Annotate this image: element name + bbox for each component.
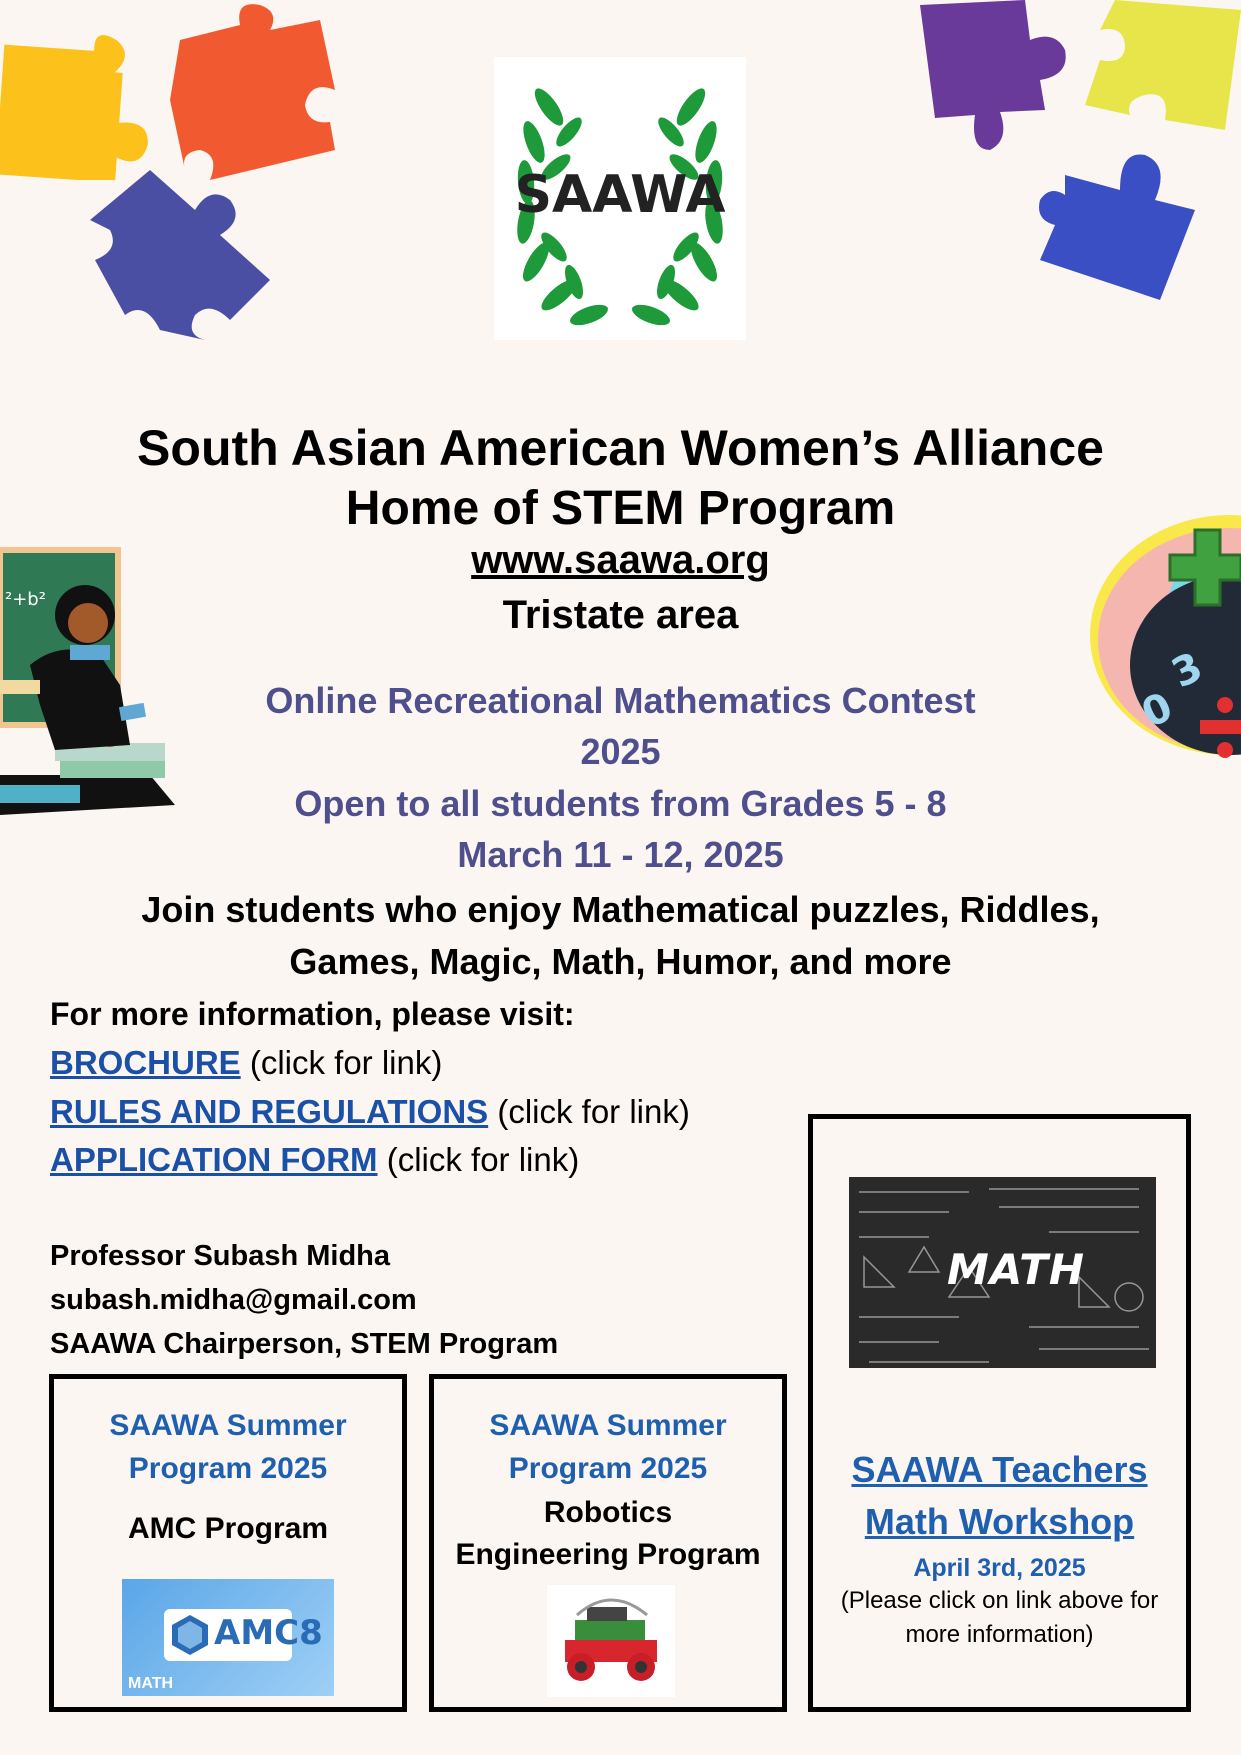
amc-program-card[interactable] — [49, 1374, 407, 1712]
workshop-link-line-1[interactable]: SAAWA Teachers — [851, 1449, 1148, 1490]
page-subtitle: Home of STEM Program — [345, 482, 896, 535]
contest-eligibility: Open to all students from Grades 5 - 8 — [294, 783, 947, 824]
join-line-2: Games, Magic, Math, Humor, and more — [289, 941, 952, 982]
application-link[interactable]: APPLICATION FORM — [50, 1141, 378, 1178]
svg-text:3: 3 — [1164, 643, 1210, 698]
contest-year: 2025 — [580, 731, 661, 772]
robotics-card-title-line-2: Program 2025 — [508, 1452, 708, 1485]
workshop-link-line-2[interactable]: Math Workshop — [864, 1501, 1135, 1542]
teachers-workshop-card[interactable] — [808, 1114, 1191, 1712]
brochure-link[interactable]: BROCHURE — [50, 1044, 241, 1081]
robotics-name-line-1: Robotics — [543, 1496, 673, 1529]
robotics-card-title-line-1: SAAWA Summer — [489, 1409, 727, 1442]
amc-card-title-line-1: SAAWA Summer — [109, 1409, 347, 1442]
amc8-image — [122, 1579, 334, 1696]
brochure-line — [50, 1044, 442, 1082]
page-title: South Asian American Women’s Alliance — [137, 420, 1104, 476]
amc8-label: AMC8 — [214, 1613, 323, 1653]
blue-puzzle-piece — [90, 160, 280, 340]
contest-dates: March 11 - 12, 2025 — [457, 834, 784, 875]
amc-card-title-line-2: Program 2025 — [128, 1452, 328, 1485]
logo-text: SAAWA — [514, 165, 726, 225]
robot-car-image — [547, 1585, 675, 1697]
chalkboard-math-label: MATH — [947, 1245, 1086, 1294]
svg-text:0: 0 — [1134, 683, 1180, 738]
contact-role: SAAWA Chairperson, STEM Program — [50, 1328, 559, 1360]
workshop-note-line-2: more information) — [905, 1621, 1094, 1648]
saawa-logo — [494, 57, 746, 340]
join-line-1: Join students who enjoy Mathematical puzzles, Riddles, — [141, 889, 1100, 930]
purple-puzzle-piece — [915, 0, 1075, 155]
workshop-note-line-1: (Please click on link above for — [840, 1587, 1159, 1614]
info-heading: For more information, please visit: — [50, 996, 575, 1032]
amc8-math-label: MATH — [128, 1675, 174, 1692]
application-line — [50, 1141, 579, 1179]
svg-text:²+b²: ²+b² — [5, 589, 46, 610]
robotics-name-line-2: Engineering Program — [455, 1538, 761, 1571]
rules-link[interactable]: RULES AND REGULATIONS — [50, 1093, 489, 1130]
yellow-puzzle-piece — [0, 30, 170, 180]
website-link[interactable]: www.saawa.org — [471, 538, 770, 582]
application-note: (click for link) — [386, 1141, 580, 1178]
amc-program-name: AMC Program — [127, 1512, 329, 1545]
math-chalkboard-image — [849, 1177, 1156, 1368]
contact-email[interactable]: subash.midha@gmail.com — [50, 1284, 417, 1316]
rules-line — [50, 1093, 690, 1131]
robotics-program-card[interactable] — [429, 1374, 787, 1712]
orange-puzzle-piece — [160, 0, 340, 185]
yellow-green-puzzle-piece — [1085, 0, 1241, 140]
polyhedron-icon — [168, 1613, 212, 1657]
rules-note: (click for link) — [497, 1093, 690, 1130]
workshop-date: April 3rd, 2025 — [913, 1554, 1086, 1582]
region-text: Tristate area — [502, 593, 739, 637]
contact-name: Professor Subash Midha — [50, 1240, 391, 1272]
royal-blue-puzzle-piece — [1035, 145, 1200, 305]
brochure-note: (click for link) — [249, 1044, 443, 1081]
contest-name: Online Recreational Mathematics Contest — [265, 680, 976, 721]
